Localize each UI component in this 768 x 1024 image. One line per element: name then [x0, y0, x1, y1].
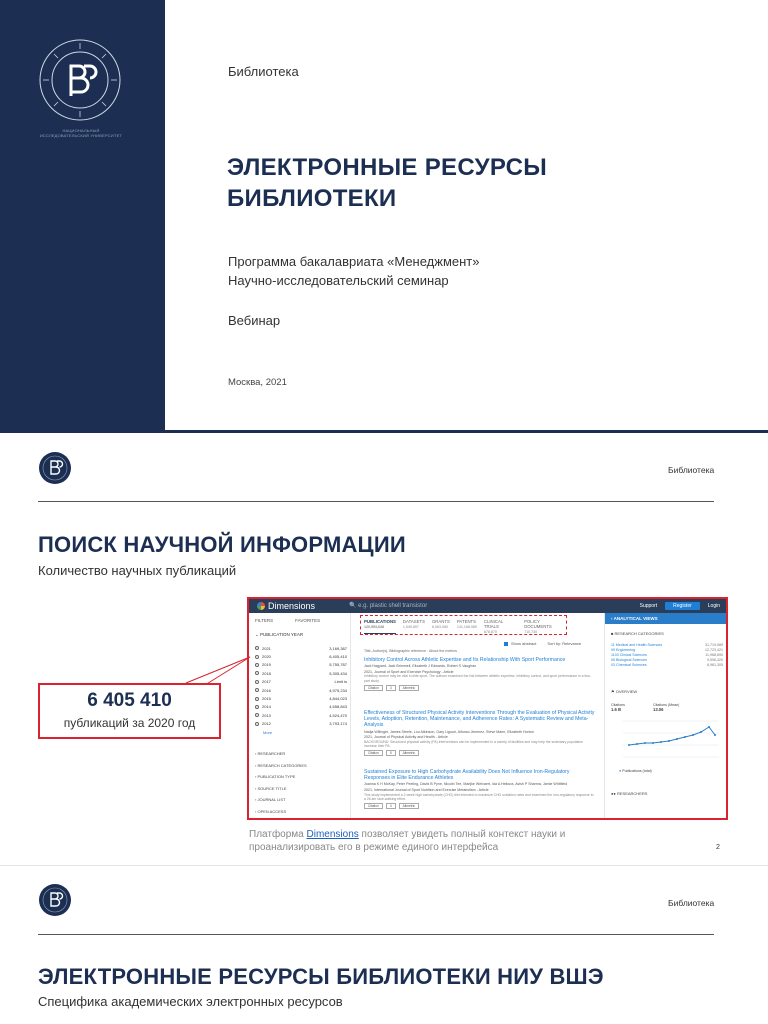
- tab-count: 141,168,989: [456, 625, 477, 629]
- result-title-link[interactable]: Effectiveness of Structured Physical Activity Interventions Through the Evaluation of Physical Activity Levels, Adoption, Retention, Maintenance, and Adherence Rates: A Systematic Review and Meta-Analysis: [364, 710, 595, 729]
- search-placeholder: e.g. plastic shell transistor: [358, 603, 428, 609]
- citations-mean-value: 13.06: [652, 707, 664, 712]
- result-badges: [364, 803, 596, 809]
- year-count: Limit is: [334, 679, 347, 685]
- overview-header[interactable]: [611, 689, 637, 694]
- tab-patents[interactable]: [457, 619, 477, 634]
- category-count: 31,719,589: [705, 643, 723, 647]
- filter-group-item[interactable]: [255, 751, 307, 763]
- header-library-label: Библиотека: [668, 898, 715, 908]
- year-filter-item[interactable]: [255, 652, 347, 660]
- result-source: 2021, International Journal of Sport Nutrition and Exercise Metabolism - Article: [364, 788, 489, 792]
- citations-mean-label: Citations (Mean): [652, 703, 680, 707]
- category-name: 1103 Clinical Sciences: [611, 653, 647, 657]
- year-option: [255, 696, 271, 701]
- category-list: [611, 643, 723, 668]
- publication-year-label: PUBLICATION YEAR: [260, 632, 304, 637]
- filter-group-label: SOURCE TITLE: [257, 785, 287, 791]
- filter-group-item[interactable]: [255, 809, 307, 820]
- show-abstract-label: Show abstract: [511, 641, 537, 646]
- register-button[interactable]: Register: [665, 602, 700, 610]
- year-filter-item[interactable]: [255, 661, 347, 669]
- year-filter-item[interactable]: [255, 686, 347, 694]
- callout-number: 6 405 410: [87, 690, 172, 711]
- chevron-right-icon: ›: [255, 797, 258, 803]
- year-filter-item[interactable]: [255, 678, 347, 686]
- year-label: 2020: [262, 654, 271, 660]
- caption-rest: позволяет увидеть полный контекст науки и проанализировать его в режиме единого интерфейса: [249, 829, 566, 853]
- flag-icon: ⚑: [611, 689, 615, 694]
- year-label: 2014: [262, 704, 271, 710]
- header-rule: [38, 934, 714, 935]
- year-filter-item[interactable]: [255, 644, 347, 652]
- category-count: 9,506,320: [707, 658, 723, 662]
- filter-group-label: RESEARCHER: [257, 751, 286, 756]
- category-name: 11 Medical and Health Sciences: [611, 643, 663, 647]
- result-title-link[interactable]: Inhibitory Control Across Athletic Expertise and Its Relationship With Sport Performance: [364, 657, 566, 663]
- slide-kicker: Библиотека: [228, 64, 299, 79]
- year-list: [255, 644, 347, 728]
- tab-count: 710,730: [524, 630, 538, 634]
- year-count: 5,755,787: [329, 662, 347, 668]
- radio-icon[interactable]: [255, 663, 259, 667]
- category-count: 12,723,421: [705, 648, 723, 652]
- chevron-right-icon: ›: [255, 751, 258, 756]
- year-label: 2019: [262, 662, 271, 668]
- result-source: 2021, Journal of Sport and Exercise Psychology - Article: [364, 669, 454, 674]
- year-count: 4,658,843: [329, 704, 347, 710]
- publication-year-header[interactable]: [255, 632, 303, 638]
- result-badge[interactable]: Altmetric: [399, 685, 419, 691]
- radio-icon[interactable]: [255, 671, 259, 675]
- slide-title: ЭЛЕКТРОННЫЕ РЕСУРСЫ БИБЛИОТЕКИ НИУ ВШЭ: [38, 964, 604, 989]
- title-line-2: БИБЛИОТЕКИ: [227, 185, 397, 212]
- year-option: [255, 662, 271, 667]
- dimensions-logo-icon: [257, 602, 265, 610]
- result-abstract: This study implemented a 2-week high carbohydrate (CHO) diet intended to maximize CHO oxidation rates and examined the iron-regulatory response to a 26-km race-walking effort.: [364, 792, 594, 801]
- dimensions-search-input[interactable]: [349, 602, 427, 609]
- analytical-views-header[interactable]: [605, 613, 727, 624]
- year-count: 5,305,434: [329, 670, 347, 676]
- result-badge[interactable]: Altmetric: [399, 750, 419, 756]
- result-authors: Jack Hagyard, Jack Brimmell, Elizabeth J Edwards, Robert S Vaughan: [364, 664, 477, 669]
- slide-caption: [249, 828, 649, 854]
- year-label: 2012: [262, 721, 271, 727]
- chevron-left-icon: ‹: [611, 616, 613, 621]
- result-badge[interactable]: Altmetric: [399, 803, 419, 809]
- year-option: [255, 646, 271, 651]
- content-type-tabs: [364, 619, 566, 634]
- show-abstract-toggle[interactable]: [504, 641, 581, 646]
- citation-format-line: Title, Author(s), Bibliographic reference · About the metrics: [364, 649, 457, 653]
- chart-legend: [619, 769, 652, 773]
- dimensions-link[interactable]: Dimensions: [306, 829, 359, 840]
- year-option: [255, 721, 271, 726]
- tab-count: 120,953,638: [364, 625, 384, 629]
- year-label: 2017: [262, 679, 271, 685]
- category-name: 06 Biological Sciences: [611, 658, 647, 662]
- tab-count: 678,870: [483, 630, 497, 634]
- tab-publications[interactable]: [364, 619, 396, 634]
- tab-count: 6,063,080: [431, 625, 448, 629]
- tab-filters[interactable]: FILTERS: [255, 618, 274, 623]
- category-name: 03 Chemical Sciences: [611, 663, 647, 667]
- category-count: 8,981,305: [707, 663, 723, 667]
- chevron-down-icon: ⌄: [255, 632, 259, 637]
- result-abstract: BACKGROUND: Structured physical activity (PA) interventions can be implemented in a variety of facilities and may help the sedentary population increase their PA.: [364, 739, 583, 748]
- category-count: 11,968,890: [705, 653, 723, 657]
- folder-icon: ■: [611, 631, 614, 636]
- title-slide: [0, 0, 768, 430]
- year-count: 3,793,174: [329, 721, 347, 727]
- year-option: [255, 713, 271, 718]
- year-count: 3,169,387: [329, 645, 347, 651]
- year-option: [255, 654, 271, 659]
- result-title-link[interactable]: Sustained Exposure to High Carbohydrate Availability Does Not Influence Iron-Regulatory Responses in Elite Endurance Athletes: [364, 769, 570, 782]
- researchers-label: RESEARCHERS: [616, 791, 648, 796]
- result-badges: [364, 685, 596, 691]
- filter-group-item[interactable]: [255, 774, 307, 786]
- dimensions-screenshot: [247, 597, 728, 820]
- year-option: [255, 704, 271, 709]
- result-item: [364, 710, 596, 756]
- tab-favorites[interactable]: FAVORITES: [295, 618, 321, 623]
- year-filter-item[interactable]: [255, 694, 347, 702]
- slide-subtitle: Специфика академических электронных ресурсов: [38, 994, 343, 1009]
- tab-label: DATASETS: [402, 619, 425, 624]
- filter-group-label: PUBLICATION TYPE: [257, 774, 296, 780]
- slide-subtitle: [228, 252, 479, 290]
- result-authors: Joanna K H McKay, Peter Peeling, David B Pyne, Nicolin Tee, Marijke Welvaert, Ida A Heikura, Avish P Sharma, Jamie Whitfield: [364, 782, 568, 787]
- chevron-right-icon: ›: [255, 762, 258, 768]
- hse-logo-icon: [38, 451, 72, 485]
- year-filter-item[interactable]: [255, 720, 347, 728]
- chevron-right-icon: ›: [255, 808, 258, 814]
- callout-label: публикаций за 2020 год: [63, 716, 196, 730]
- result-item: [364, 769, 596, 809]
- result-item: [364, 657, 596, 691]
- hse-emblem-icon: [38, 38, 122, 122]
- year-label: 2018: [262, 670, 271, 676]
- year-label: 2013: [262, 712, 271, 718]
- checkbox-icon: [504, 642, 508, 646]
- filter-group-label: RESEARCH CATEGORIES: [257, 762, 307, 768]
- people-icon: ●●: [611, 791, 616, 796]
- logo-caption: НАЦИОНАЛЬНЫЙ ИССЛЕДОВАТЕЛЬСКИЙ УНИВЕРСИТЕТ: [39, 128, 123, 138]
- result-badge[interactable]: 4: [386, 803, 396, 809]
- highlighted-tabs-box: [360, 615, 567, 635]
- result-badge[interactable]: Citation: [364, 803, 383, 809]
- caption-prefix: Платформа: [249, 829, 307, 840]
- dimensions-brand-label: Dimensions: [268, 601, 316, 611]
- chevron-right-icon: ›: [255, 774, 258, 780]
- year-label: 2016: [262, 687, 271, 693]
- result-badge[interactable]: Citation: [364, 685, 383, 691]
- year-count: 4,975,234: [329, 687, 347, 693]
- tab-clinical-trials[interactable]: [484, 619, 517, 634]
- result-source: 2021, Journal of Physical Activity and Health - Article: [364, 735, 448, 740]
- search-slide: [0, 433, 768, 865]
- year-option: [255, 671, 271, 676]
- results-panel: [352, 613, 602, 820]
- result-badges: [364, 750, 596, 756]
- city-year: Москва, 2021: [228, 377, 287, 388]
- researchers-header[interactable]: [611, 791, 647, 796]
- year-label: 2015: [262, 696, 271, 702]
- filters-sidebar: [249, 613, 351, 820]
- tab-label: PUBLICATIONS: [364, 619, 396, 624]
- legend-label: Publications (total): [622, 769, 652, 773]
- result-authors: Nadja Willinger, James Steele, Lou Atkinson, Gary Liguori, Alfonso Jimenez, Steve Mann, Elizabeth Horton: [364, 729, 534, 734]
- hse-logo-icon: [38, 883, 72, 917]
- analytical-views-panel: [604, 613, 726, 820]
- page-number: 2: [716, 844, 720, 851]
- radio-icon[interactable]: [255, 697, 259, 701]
- tab-label: GRANTS: [431, 619, 450, 624]
- login-link[interactable]: Login: [707, 603, 720, 609]
- overview-label: OVERVIEW: [615, 689, 638, 694]
- filter-group-item[interactable]: [255, 797, 307, 809]
- result-badge[interactable]: Citation: [364, 750, 383, 756]
- resources-slide: [0, 865, 768, 1024]
- research-categories-label: RESEARCH CATEGORIES: [614, 631, 664, 636]
- result-badge[interactable]: 3: [386, 685, 396, 691]
- radio-icon[interactable]: [255, 655, 259, 659]
- year-count: 6,405,410: [329, 654, 347, 660]
- subtitle-line-1: Программа бакалавриата «Менеджмент»: [228, 254, 480, 269]
- radio-icon[interactable]: [255, 722, 259, 726]
- year-count: 4,844,023: [329, 696, 347, 702]
- filter-list: [255, 751, 307, 820]
- sort-by-select[interactable]: Sort by: Relevance: [547, 641, 582, 646]
- year-filter-item[interactable]: [255, 669, 347, 677]
- tab-count: 1,549,897: [402, 625, 419, 629]
- filter-group-label: OPEN ACCESS: [257, 808, 287, 814]
- publications-trend-chart: [611, 713, 721, 765]
- slide-title: [227, 152, 547, 214]
- analytical-views-label: ANALYTICAL VIEWS: [613, 616, 658, 621]
- year-filter-item[interactable]: [255, 703, 347, 711]
- year-option: [255, 679, 271, 684]
- citations-value: 1.6 B: [611, 707, 622, 712]
- more-years-link[interactable]: More: [263, 730, 273, 735]
- dimensions-brand[interactable]: [257, 601, 315, 611]
- webinar-label: Вебинар: [228, 313, 281, 328]
- subtitle-line-2: Научно-исследовательский семинар: [228, 273, 449, 288]
- dimensions-topbar: [249, 599, 726, 613]
- year-label: 2021: [262, 645, 271, 651]
- chevron-right-icon: ›: [255, 785, 258, 791]
- tab-policy-documents[interactable]: [524, 619, 566, 634]
- year-filter-item[interactable]: [255, 711, 347, 719]
- tab-label: PATENTS: [456, 619, 477, 624]
- citations-label: Citations: [611, 703, 625, 707]
- tab-grants[interactable]: [432, 619, 450, 634]
- radio-icon[interactable]: [255, 646, 259, 650]
- citations-mean-stat: [653, 703, 679, 712]
- filter-group-item[interactable]: [255, 786, 307, 798]
- support-link[interactable]: Support: [639, 603, 658, 609]
- radio-icon[interactable]: [255, 688, 259, 692]
- tab-label: POLICY DOCUMENTS: [524, 619, 552, 629]
- header-library-label: Библиотека: [668, 465, 715, 475]
- radio-icon[interactable]: [255, 680, 259, 684]
- title-line-1: ЭЛЕКТРОННЫЕ РЕСУРСЫ: [227, 154, 548, 181]
- topbar-actions: [640, 602, 720, 610]
- slide-title: ПОИСК НАУЧНОЙ ИНФОРМАЦИИ: [38, 532, 406, 557]
- radio-icon[interactable]: [255, 713, 259, 717]
- slide-subtitle: Количество научных публикаций: [38, 563, 237, 578]
- search-icon: 🔍: [349, 603, 357, 609]
- overview-stats: [611, 703, 679, 712]
- radio-icon[interactable]: [255, 705, 259, 709]
- publications-callout: [38, 683, 221, 739]
- legend-dot-icon: ●: [619, 769, 622, 773]
- research-categories-header[interactable]: [611, 631, 664, 636]
- category-item[interactable]: [611, 663, 723, 668]
- result-abstract: Inhibitory control may be vital in elite sport. The authors examined the link between athletic expertise, inhibitory control, and sport performance in a two-part study.: [364, 674, 591, 683]
- filter-group-label: JOURNAL LIST: [257, 797, 286, 803]
- category-name: 09 Engineering: [611, 648, 636, 652]
- filter-group-item[interactable]: [255, 763, 307, 775]
- citations-stat: [611, 703, 625, 712]
- tab-label: CLINICAL TRIALS: [483, 619, 504, 629]
- year-option: [255, 688, 271, 693]
- header-rule: [38, 501, 714, 502]
- year-count: 4,524,470: [329, 712, 347, 718]
- tab-datasets[interactable]: [403, 619, 425, 634]
- result-badge[interactable]: 5: [386, 750, 396, 756]
- sidebar-tabs: [255, 618, 320, 623]
